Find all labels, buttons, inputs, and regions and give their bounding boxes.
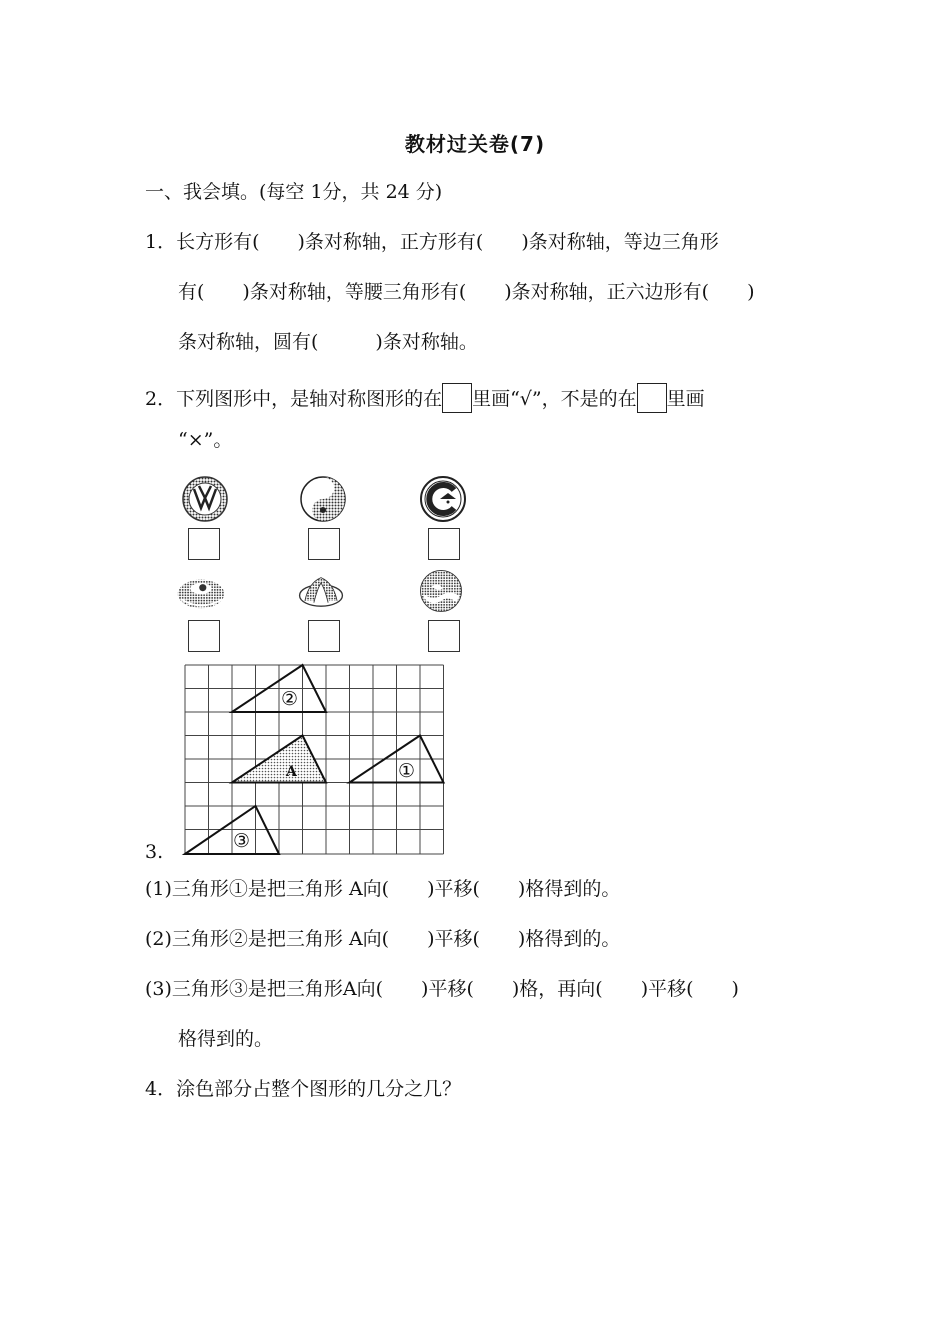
triangle-1-label: ①: [398, 760, 416, 782]
section-heading: 一、我会填。(每空 1分，共 24 分): [145, 181, 443, 203]
check-box-example: [442, 383, 472, 413]
volkswagen-logo-icon: [180, 474, 230, 524]
q3-sub3-line2: 格得到的。: [178, 1028, 274, 1050]
q1-line1: 1．长方形有( )条对称轴，正方形有( )条对称轴，等边三角形: [145, 231, 719, 253]
yin-yang-logo-icon: [298, 474, 348, 524]
answer-box-1[interactable]: [188, 528, 220, 560]
triangle-3-label: ③: [233, 830, 251, 852]
q3-sub2: (2)三角形②是把三角形 A向( )平移( )格得到的。: [145, 928, 621, 950]
q1-line2: 有( )条对称轴，等腰三角形有( )条对称轴，正六边形有( ): [178, 281, 755, 303]
answer-box-4[interactable]: [188, 620, 220, 652]
q2-line1: [145, 383, 705, 413]
answer-box-2[interactable]: [308, 528, 340, 560]
q2-text-part1: 2．下列图形中，是轴对称图形的在: [145, 388, 443, 410]
peaks-logo-icon: [296, 566, 346, 616]
answer-box-5[interactable]: [308, 620, 340, 652]
swirl-logo-icon: [176, 568, 226, 618]
answer-box-3[interactable]: [428, 528, 460, 560]
q1-line3: 条对称轴，圆有( )条对称轴。: [178, 331, 478, 353]
page-title: 教材过关卷(7): [404, 132, 546, 156]
q3-sub1: (1)三角形①是把三角形 A向( )平移( )格得到的。: [145, 878, 621, 900]
q3-sub3-line1: (3)三角形③是把三角形A向( )平移( )格，再向( )平移( ): [145, 978, 739, 1000]
answer-box-6[interactable]: [428, 620, 460, 652]
q2-text-part2: 里画“√”，不是的在: [472, 388, 637, 410]
triangle-a-label: A: [286, 764, 297, 780]
c-emblem-logo-icon: [418, 474, 468, 524]
q4-text: 4．涂色部分占整个图形的几分之几？: [145, 1078, 462, 1100]
wave-logo-icon: [416, 566, 466, 616]
q2-text-part3: 里画: [666, 388, 705, 410]
cross-box-example: [637, 383, 667, 413]
q2-line2: “×”。: [178, 429, 233, 451]
q3-number: 3.: [145, 841, 164, 863]
triangle-2-label: ②: [281, 688, 299, 710]
